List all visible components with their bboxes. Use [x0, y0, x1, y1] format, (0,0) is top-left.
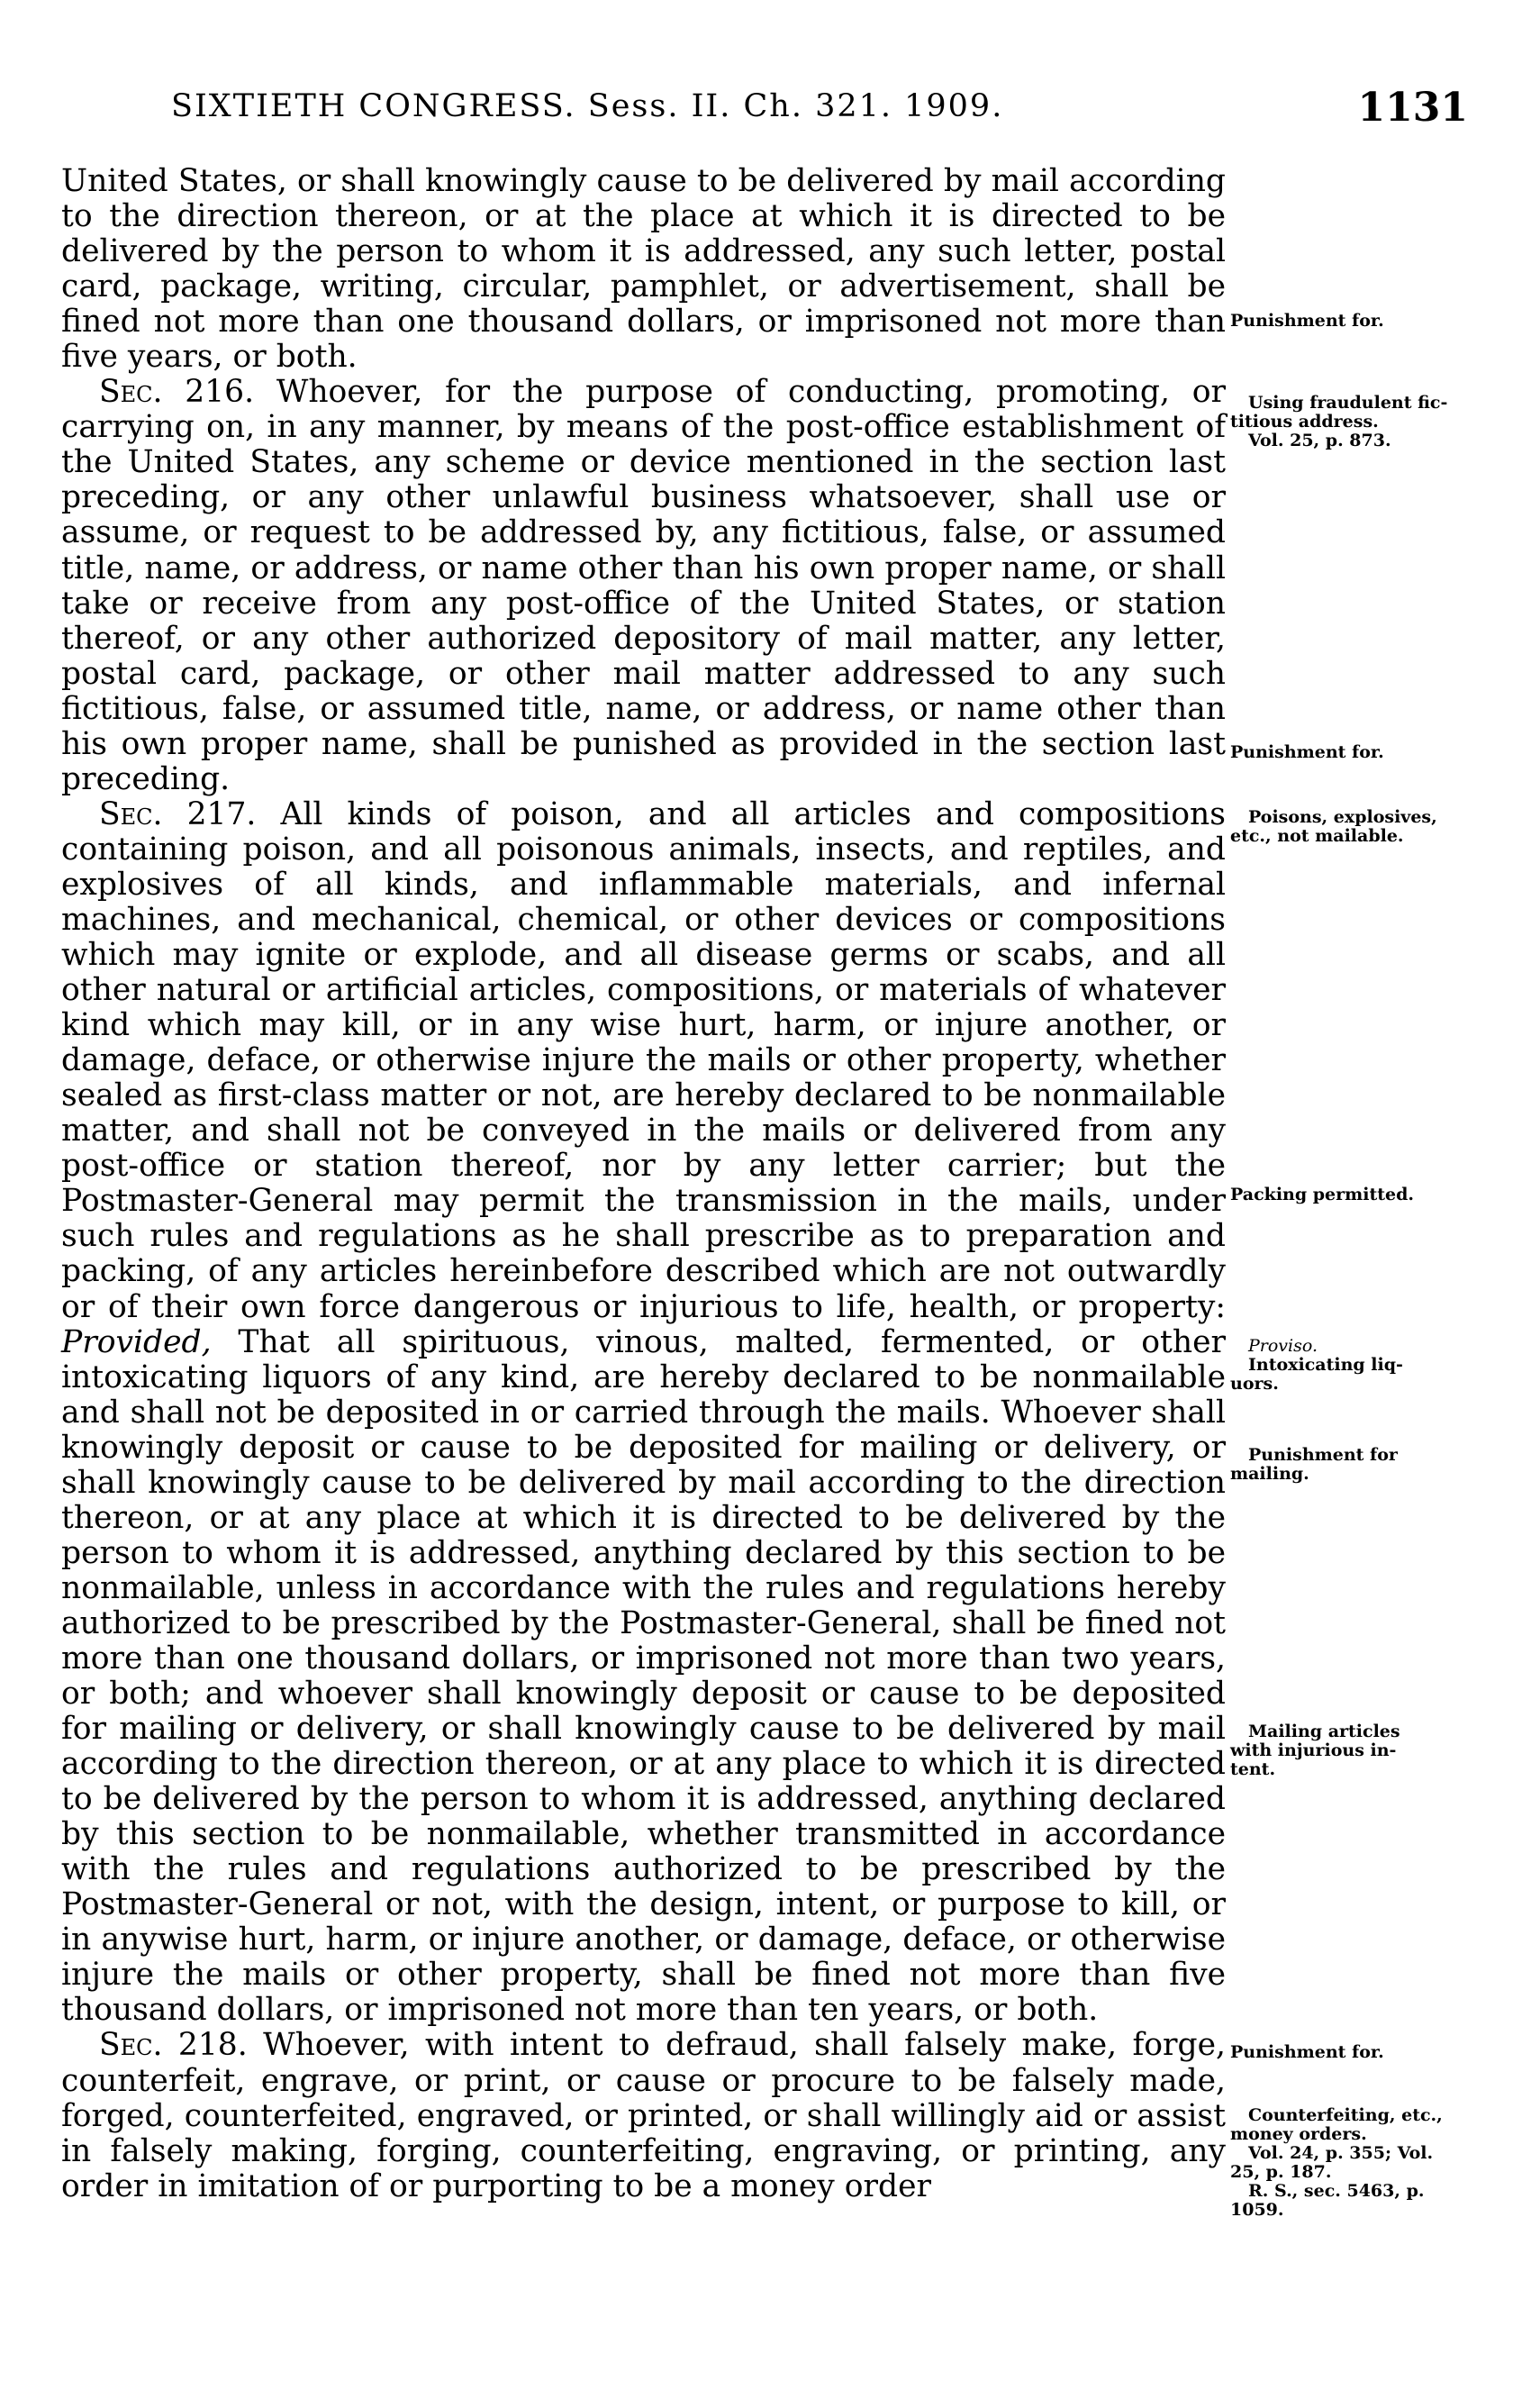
section-218: Sec. 218. Whoever, with intent to defraud, shall falsely make, forge, counterfeit, engrave, or print, or cause or procure to be falsely made, forged, counterfeited, engraved, or printed, or shall willingly aid or assist in falsely making, forging, counterfeiting, engraving, or printing, any order in imitation of or purporting to be a money order [61, 2027, 1226, 2204]
section-216: Sec. 216. Whoever, for the purpose of conducting, promoting, or carrying on, in any manner, by means of the post-office establishment of the United States, any scheme or device mentioned in the section last preceding, or any other unlawful business whatsoever, shall use or assume, or request to be addressed by, any fictitious, false, or assumed title, name, or address, or name other than his own proper name, or shall take or receive from any post-office of the United States, or station thereof, or any other authorized depository of mail matter, any letter, postal card, package, or other mail matter addressed to any such fictitious, false, or assumed title, name, or address, or name other than his own proper name, shall be punished as provided in the section last preceding. [61, 374, 1226, 797]
margin-note-proviso: Proviso. Intoxicating liq- uors. [1230, 1336, 1403, 1394]
running-title: SIXTIETH CONGRESS. Sess. II. Ch. 321. 1909. [171, 88, 1004, 124]
proviso-word: Provided, [61, 1323, 212, 1360]
margin-note-punishment: Punishment for. [1230, 742, 1384, 762]
section-label: Sec. 217. [99, 795, 257, 832]
margin-note-punishment-mailing: Punishment for mailing. [1230, 1445, 1398, 1484]
margin-note-punishment: Punishment for. [1230, 2042, 1384, 2062]
margin-note-counterfeiting: Counterfeiting, etc., money orders. Vol. 24, p. 355; Vol. 25, p. 187. R. S., sec. 5463, p. 1059. [1230, 2105, 1443, 2220]
margin-note-poisons: Poisons, explosives, etc., not mailable. [1230, 807, 1437, 846]
margin-note-punishment: Punishment for. [1230, 311, 1384, 331]
margin-note-injurious-intent: Mailing articles with injurious in- tent. [1230, 1722, 1400, 1779]
margin-note-packing: Packing permitted. [1230, 1185, 1414, 1204]
margin-notes [1230, 0, 1482, 2408]
section-label: Sec. 218. [99, 2027, 248, 2064]
paragraph-continuation: United States, or shall knowingly cause to be delivered by mail according to the direction thereon, or at the place at which it is directed to be delivered by the person to whom it is addressed, any such letter, postal card, package, writing, circular, pamphlet, or advertisement, shall be fined not more than one thousand dollars, or imprisoned not more than five years, or both. [61, 163, 1226, 376]
margin-note-fictitious-address: Using fraudulent fic- titious address. Vol. 25, p. 873. [1230, 393, 1448, 450]
section-label: Sec. 216. [99, 374, 255, 411]
body-text [61, 164, 1226, 2204]
section-217: Sec. 217. All kinds of poison, and all articles and compositions containing poison, and all poisonous animals, insects, and reptiles, and explosives of all kinds, and inflammable materials, and infernal machines, and mechanical, chemical, or other devices or compositions which may ignite or explode, and all disease germs or scabs, and all other natural or artificial articles, compositions, or materials of whatever kind which may kill, or in any wise hurt, harm, or injure another, or damage, deface, or otherwise injure the mails or other property, whether sealed as first-class matter or not, are hereby declared to be nonmailable matter, and shall not be conveyed in the mails or delivered from any post-office or station thereof, nor by any letter carrier; but the Postmaster-General may permit the transmission in the mails, under such rules and regulations as he shall prescribe as to preparation and packing, of any articles hereinbefore described which are not outwardly or of their own force dangerous or injurious to life, health, or property: Provided, That all spirituous, vinous, malted, fermented, or other intoxicating liquors of any kind, are hereby declared to be nonmailable and shall not be deposited in or carried through the mails. Whoever shall knowingly deposit or cause to be deposited for mailing or delivery, or shall knowingly cause to be delivered by mail according to the direction thereon, or at any place at which it is directed to be delivered by the person to whom it is addressed, anything declared by this section to be nonmailable, unless in accordance with the rules and regulations hereby authorized to be prescribed by the Postmaster-General, shall be fined not more than one thousand dollars, or imprisoned not more than two years, or both; and whoever shall knowingly deposit or cause to be deposited for mailing or delivery, or shall knowingly cause to be delivered by mail according to the direction thereon, or at any place to which it is directed to be delivered by the person to whom it is addressed, anything declared by this section to be nonmailable, whether transmitted in accordance with the rules and regulations authorized to be prescribed by the Postmaster-General or not, with the design, intent, or purpose to kill, or in anywise hurt, harm, or injure another, or damage, deface, or otherwise injure the mails or other property, shall be fined not more than five thousand dollars, or imprisoned not more than ten years, or both. [61, 795, 1226, 2029]
page-number: 1131 [1357, 85, 1468, 131]
